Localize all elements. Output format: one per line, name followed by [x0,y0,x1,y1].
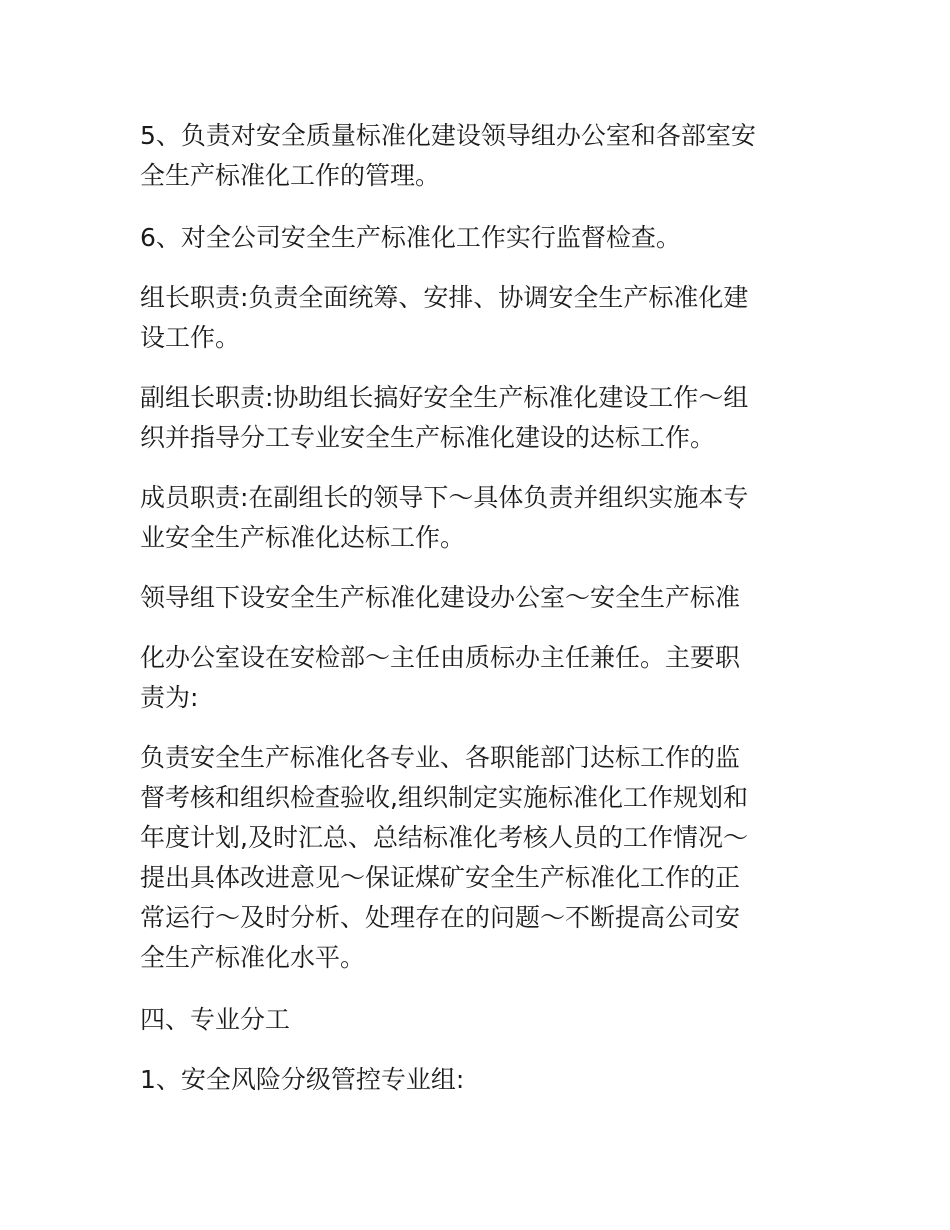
text-line: 全生产标准化水平。 [140,943,366,972]
text-line: 常运行～及时分析、处理存在的问题～不断提高公司安 [140,903,741,932]
paragraph-item-6 [140,218,810,258]
text-line: 化办公室设在安检部～主任由质标办主任兼任。主要职 [140,643,741,672]
paragraph-office-duties [140,738,810,978]
subsection-heading-risk-control-group [140,1060,810,1100]
text-line: 5、负责对安全质量标准化建设领导组办公室和各部室安 [140,121,756,150]
paragraph-leader-duties [140,278,810,358]
text-line: 督考核和组织检查验收,组织制定实施标准化工作规划和 [140,783,748,812]
section-heading-division-of-work [140,1000,810,1040]
text-line: 设工作。 [140,323,241,352]
paragraph-office-location [140,638,810,718]
paragraph-member-duties [140,478,810,558]
text-line: 领导组下设安全生产标准化建设办公室～安全生产标准 [140,583,741,612]
text-line: 责为: [140,683,199,712]
paragraph-deputy-leader-duties [140,378,810,458]
text-line: 年度计划,及时汇总、总结标准化考核人员的工作情况～ [140,823,748,852]
text-line: 组长职责:负责全面统筹、安排、协调安全生产标准化建 [140,283,749,312]
text-line: 副组长职责:协助组长搞好安全生产标准化建设工作～组 [140,383,749,412]
text-line: 成员职责:在副组长的领导下～具体负责并组织实施本专 [140,483,749,512]
text-line: 1、安全风险分级管控专业组: [140,1065,465,1094]
text-line: 6、对全公司安全生产标准化工作实行监督检查。 [140,223,681,252]
paragraph-item-5 [140,116,810,196]
text-line: 四、专业分工 [140,1005,291,1034]
text-line: 负责安全生产标准化各专业、各职能部门达标工作的监 [140,743,741,772]
text-line: 全生产标准化工作的管理。 [140,161,441,190]
text-line: 提出具体改进意见～保证煤矿安全生产标准化工作的正 [140,863,741,892]
text-line: 业安全生产标准化达标工作。 [140,523,466,552]
text-line: 织并指导分工专业安全生产标准化建设的达标工作。 [140,423,716,452]
paragraph-office-setup [140,578,810,618]
